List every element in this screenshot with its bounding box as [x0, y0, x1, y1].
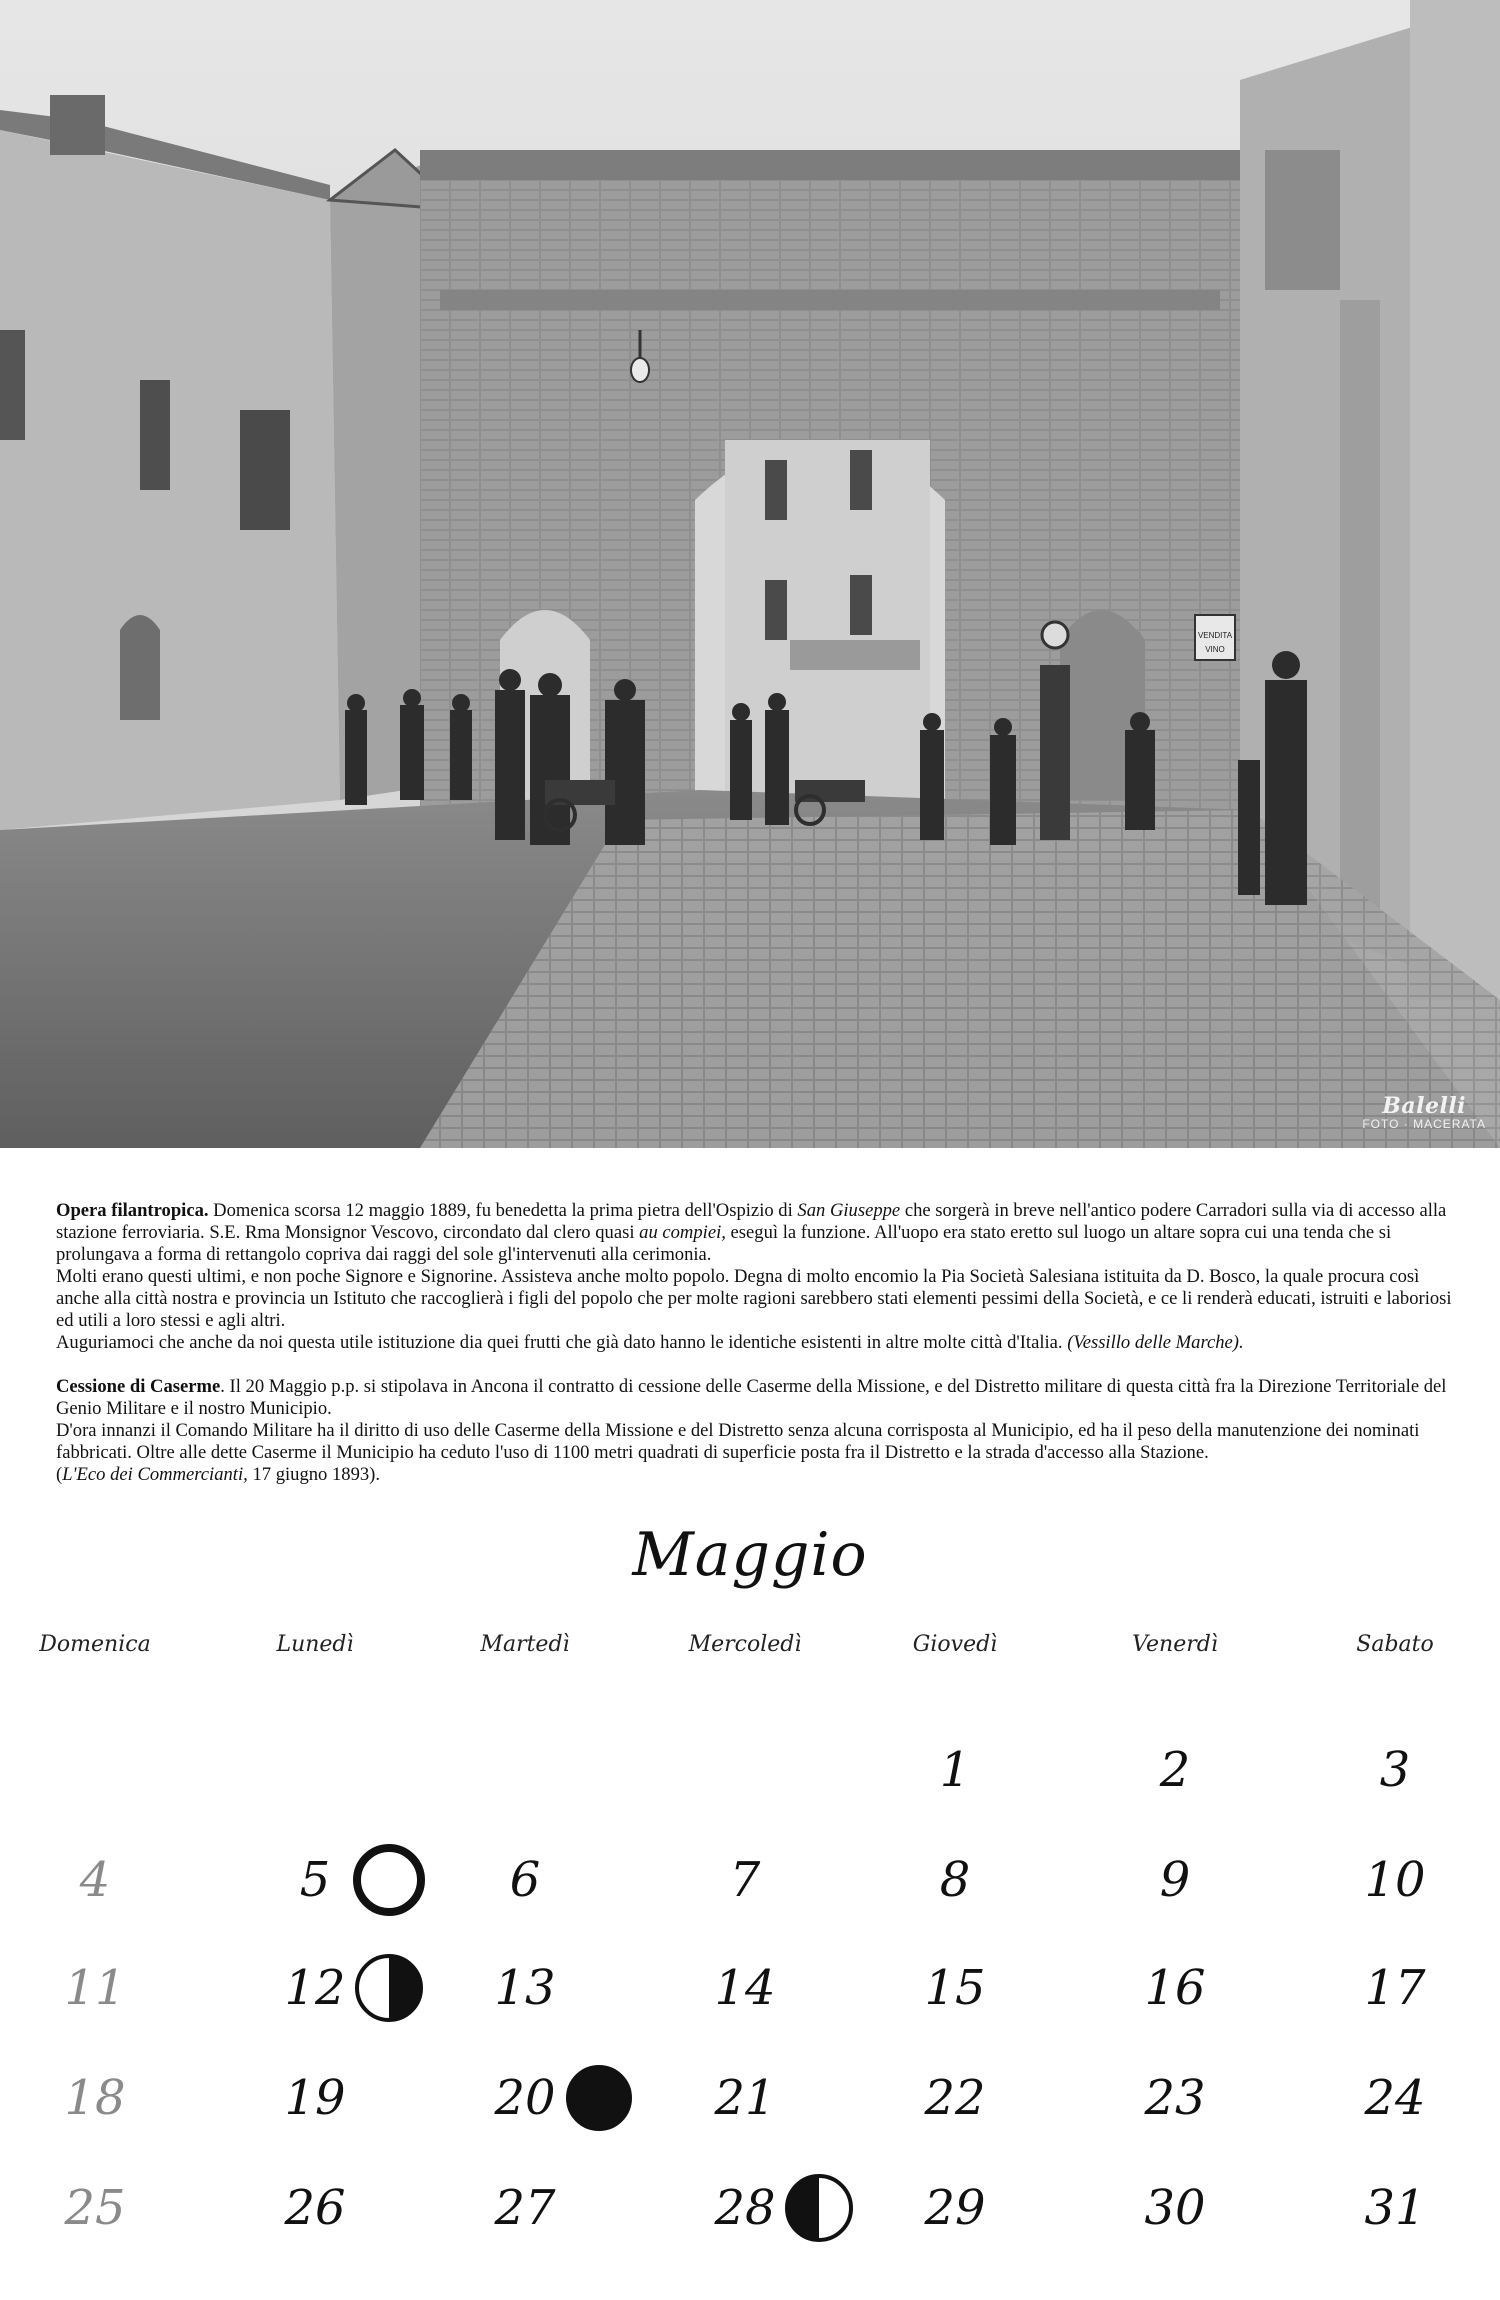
day-15: 15	[924, 1960, 986, 2016]
day-6: 6	[509, 1852, 541, 1908]
weekday-4: Giovedì	[912, 1632, 998, 1657]
weekday-0: Domenica	[39, 1632, 151, 1657]
day-13: 13	[494, 1960, 556, 2016]
day-31: 31	[1364, 2180, 1426, 2236]
heading-opera: Opera filantropica.	[56, 1200, 209, 1221]
day-19: 19	[284, 2070, 346, 2126]
day-16: 16	[1144, 1960, 1206, 2016]
day-2: 2	[1159, 1742, 1191, 1798]
day-5: 5	[299, 1852, 331, 1908]
day-27: 27	[494, 2180, 556, 2236]
day-11: 11	[64, 1960, 126, 2016]
weekday-2: Martedì	[480, 1632, 570, 1657]
paragraph-opera: Opera filantropica. Domenica scorsa 12 maggio 1889, fu benedetta la prima pietra dell'Ospizio di San Giuseppe che sorgerà in breve nell'antico podere Carradori sulla via di accesso alla stazione ferroviaria. S.E. Rma Monsignor Vescovo, circondato dal clero quasi au compiei, eseguì la funzione. All'uopo era stato eretto sul luogo un altare sopra cui una tenda che si prolungava a forma di rettangolo copriva dai raggi del sole gl'intervenuti alla cerimonia.	[56, 1200, 1447, 1265]
day-20: 20	[494, 2070, 556, 2126]
photo-credit-name: Balelli	[1382, 1093, 1467, 1119]
weekday-6: Sabato	[1356, 1632, 1434, 1657]
weekday-header	[30, 1632, 1470, 1672]
day-4: 4	[79, 1852, 111, 1908]
month-title: Maggio	[632, 1520, 868, 1590]
last-quarter-icon	[353, 1952, 425, 2024]
photo-street-scene	[0, 0, 1500, 1148]
weekday-3: Mercoledì	[688, 1632, 802, 1657]
day-7: 7	[729, 1852, 761, 1908]
weekday-1: Lunedì	[276, 1632, 354, 1657]
historic-photo	[0, 0, 1500, 1148]
photo-credit-city: FOTO · MACERATA	[1362, 1117, 1486, 1131]
article-text	[56, 1200, 1456, 1486]
full-moon-icon	[353, 1844, 425, 1916]
day-29: 29	[924, 2180, 986, 2236]
weekday-5: Venerdì	[1132, 1632, 1218, 1657]
paragraph-cessione: Cessione di Caserme. Il 20 Maggio p.p. si stipolava in Ancona il contratto di cessione delle Caserme della Missione, e del Distretto militare di questa città fra la Direzione Territoriale del Genio Militare e il nostro Municipio.	[56, 1376, 1447, 1419]
heading-cessione: Cessione di Caserme	[56, 1376, 221, 1397]
day-22: 22	[924, 2070, 986, 2126]
day-25: 25	[64, 2180, 126, 2236]
day-26: 26	[284, 2180, 346, 2236]
day-18: 18	[64, 2070, 126, 2126]
first-quarter-icon	[783, 2172, 855, 2244]
day-1: 1	[939, 1742, 971, 1798]
day-8: 8	[939, 1852, 971, 1908]
day-23: 23	[1144, 2070, 1206, 2126]
paragraph-auguriamoci: Auguriamoci che anche da noi questa utile istituzione dia quei frutti che già dato hanno le identiche esistenti in altre molte città d'Italia. (Vessillo delle Marche).	[56, 1332, 1244, 1353]
day-21: 21	[714, 2070, 776, 2126]
shop-sign-text: VENDITA	[1197, 631, 1233, 640]
source-citation: (L'Eco dei Commercianti, 17 giugno 1893).	[56, 1464, 381, 1485]
day-3: 3	[1379, 1742, 1411, 1798]
calendar-grid	[0, 1700, 1500, 2300]
day-14: 14	[714, 1960, 776, 2016]
day-12: 12	[284, 1960, 346, 2016]
day-9: 9	[1159, 1852, 1191, 1908]
day-28: 28	[714, 2180, 776, 2236]
day-10: 10	[1364, 1852, 1426, 1908]
paragraph-comando: D'ora innanzi il Comando Militare ha il diritto di uso delle Caserme della Missione e del Distretto senza alcuna corrisposta al Municipio, ed ha il peso della manutenzione dei nominati fabbricati. Oltre alle dette Caserme il Municipio ha ceduto l'uso di 1100 metri quadrati di superficie posta fra il Distretto e la strada d'accesso alla Stazione.	[56, 1420, 1420, 1463]
day-24: 24	[1364, 2070, 1426, 2126]
svg-text:VINO: VINO	[1205, 645, 1225, 654]
paragraph-molti: Molti erano questi ultimi, e non poche Signore e Signorine. Assisteva anche molto popolo. Degna di molto encomio la Pia Società Salesiana istituita da D. Bosco, la quale procura così anche alla città nostra e provincia un Istituto che raccoglierà i figli del popolo che per molte ragioni sarebbero stati elementi pessimi della Società, e ce li renderà educati, istruiti e laboriosi ed utili a loro stessi e agli altri.	[56, 1266, 1452, 1331]
new-moon-icon	[563, 2062, 635, 2134]
day-30: 30	[1144, 2180, 1206, 2236]
photo-credit	[1362, 1093, 1486, 1131]
day-17: 17	[1364, 1960, 1426, 2016]
